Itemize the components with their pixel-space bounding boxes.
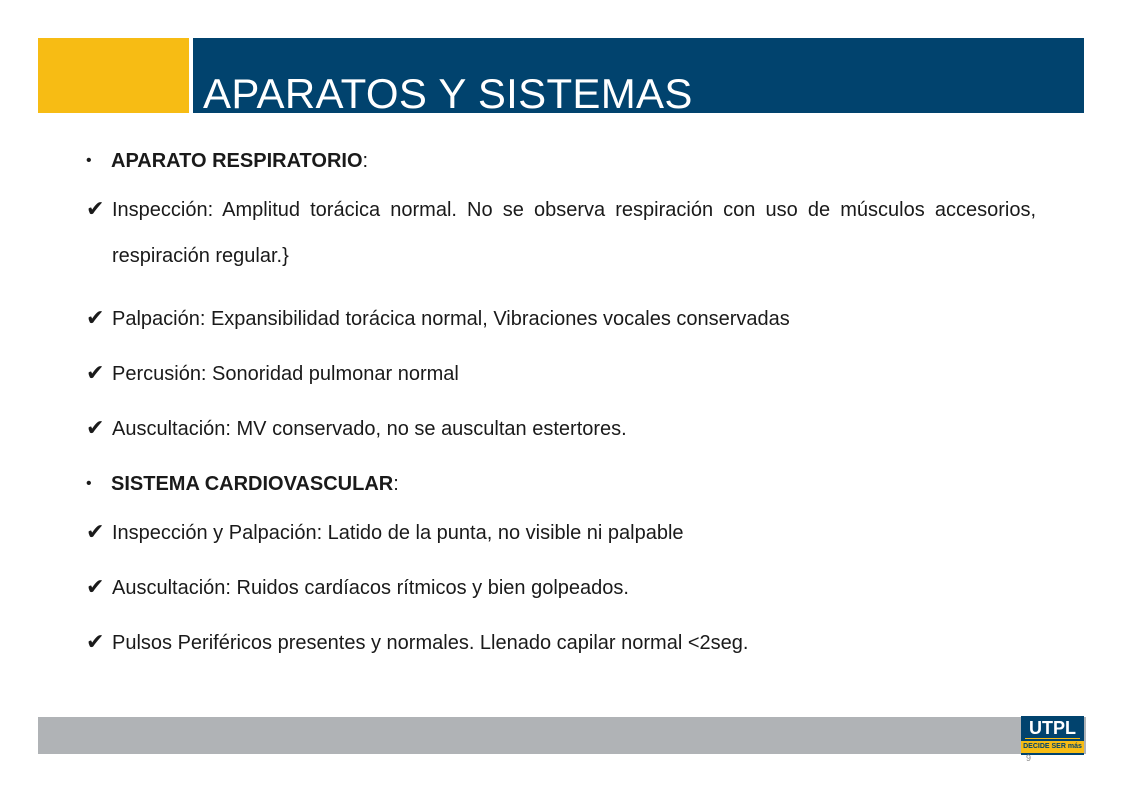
check-icon: ✔ [86,630,105,655]
check-icon: ✔ [86,306,105,331]
list-item-text: Auscultación: Ruidos cardíacos rítmicos y bien golpeados. [112,577,629,599]
header-title-bar [193,38,1084,117]
section-heading-cardiovascular [86,469,1036,499]
list-item-text: Inspección y Palpación: Latido de la punta, no visible ni palpable [112,522,684,544]
check-icon: ✔ [86,197,105,222]
logo-tagline: DECIDE SER más [1021,741,1084,753]
list-item [86,628,1036,658]
list-item-text: Palpación: Expansibilidad torácica normal, Vibraciones vocales conservadas [112,308,790,330]
list-item [86,414,1036,444]
header-accent-block [38,38,189,113]
list-item [86,304,1036,334]
slide-content [86,146,1036,683]
check-icon: ✔ [86,575,105,600]
section-heading-text: SISTEMA CARDIOVASCULAR [111,473,394,495]
logo-text: UTPL [1029,718,1076,738]
page-title: APARATOS Y SISTEMAS [203,70,693,117]
section-heading-suffix: : [393,473,399,495]
check-icon: ✔ [86,520,105,545]
section-heading-text: APARATO RESPIRATORIO [111,150,363,172]
bullet-icon: • [86,475,92,492]
utpl-logo [1021,716,1084,755]
page-number: 9 [1026,753,1032,763]
bullet-icon: • [86,152,92,169]
check-icon: ✔ [86,416,105,441]
footer-bar [38,717,1086,754]
section-heading-suffix: : [362,150,369,172]
check-icon: ✔ [86,361,105,386]
list-item [86,359,1036,389]
list-item [86,573,1036,603]
list-item-text: Auscultación: MV conservado, no se auscultan estertores. [112,418,627,440]
list-item-text: Percusión: Sonoridad pulmonar normal [112,363,459,385]
list-item [86,187,1036,279]
list-item-text: Pulsos Periféricos presentes y normales. Llenado capilar normal <2seg. [112,632,749,654]
section-heading-respiratorio [86,146,1036,176]
list-item [86,518,1036,548]
list-item-text: Inspección: Amplitud torácica normal. No se observa respiración con uso de músculos accesorios, respiración regular.} [112,199,1036,267]
logo-divider [1025,738,1080,739]
